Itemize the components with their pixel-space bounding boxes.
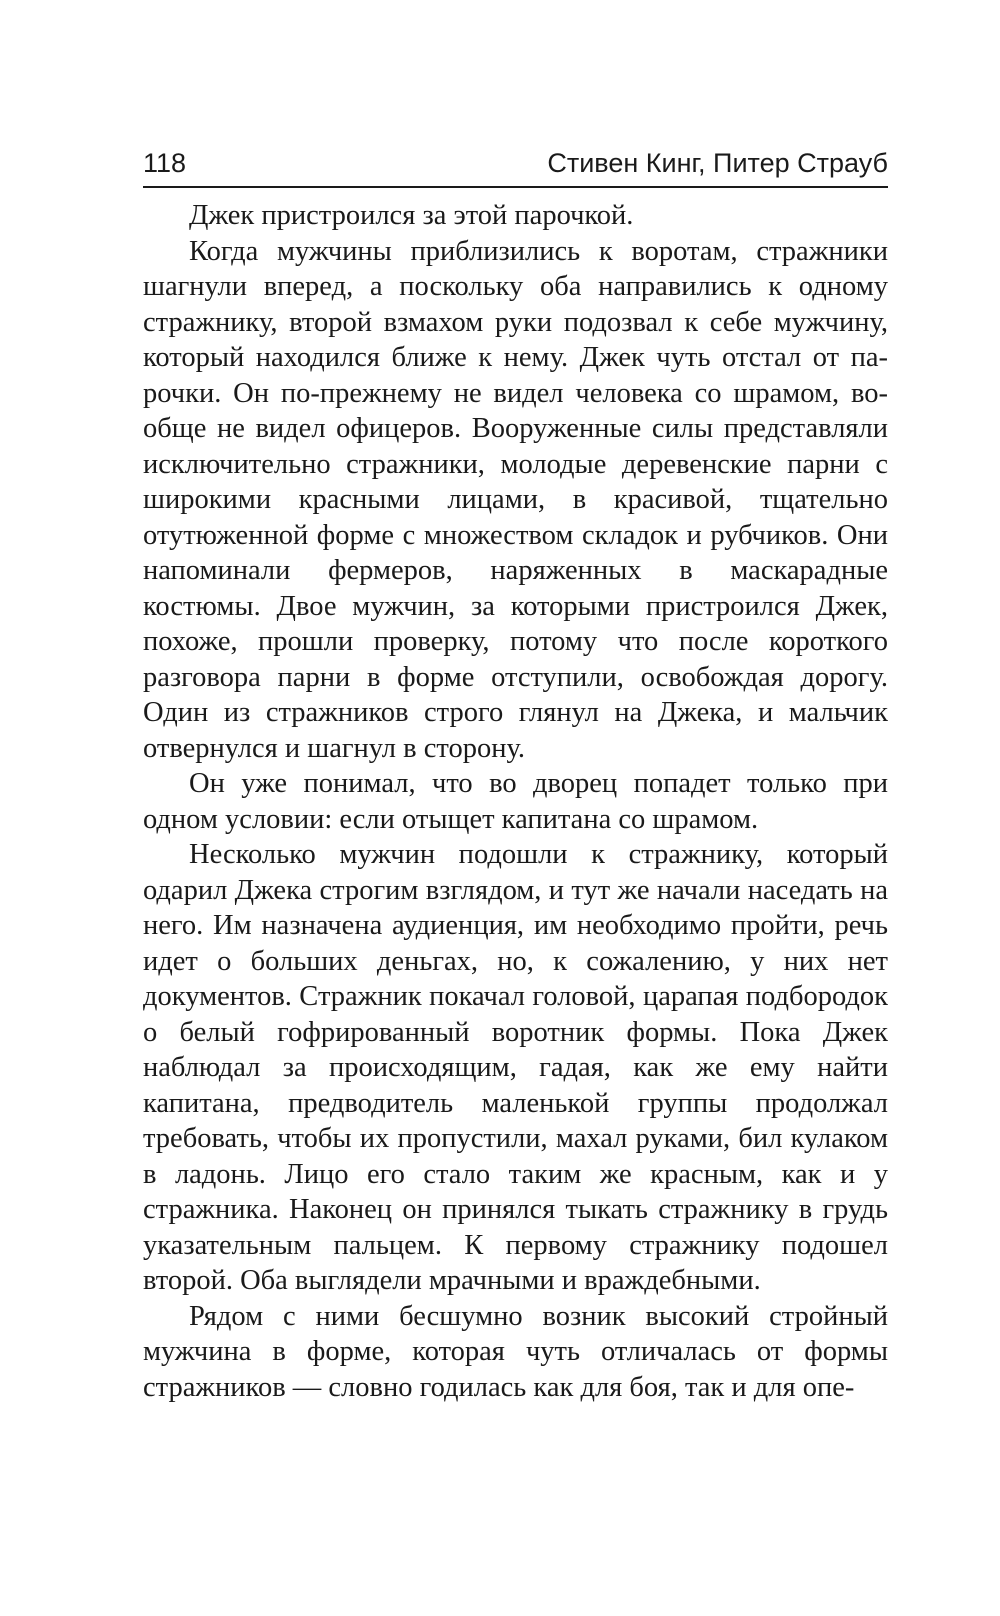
body-text (143, 198, 888, 1405)
running-head-authors: Стивен Кинг, Питер Страуб (547, 148, 888, 178)
page-number: 118 (143, 148, 187, 178)
running-head (143, 144, 888, 188)
paragraph: Он уже понимал, что во дворец попадет только при одном условии: если отыщет капитана со шрамом. (143, 768, 888, 835)
paragraph: Когда мужчины приблизились к воротам, стражники шагнули вперед, а поскольку оба направились к одному стражнику, второй взмахом руки подозвал к себе мужчину, который находился ближе к нему. Джек чуть отстал от парочки. Он по-прежнему не видел человека со шрамом, вообще не видел офицеров. Вооруженные силы представляли исключительно стражники, молодые деревенские парни с широкими красными лицами, в красивой, тщательно отутюженной форме с множеством складок и рубчиков. Они напоминали фермеров, наряженных в маскарадные костюмы. Двое мужчин, за которыми пристроился Джек, похоже, прошли проверку, потому что после короткого разговора парни в форме отступили, освобождая дорогу. Один из стражников строго глянул на Джека, и мальчик отвернулся и шагнул в сторону. (143, 235, 888, 764)
paragraph: Рядом с ними бесшумно возник высокий стройный мужчина в форме, которая чуть отличалась от формы стражников — словно годилась как для боя, так и для опе- (143, 1300, 888, 1403)
paragraph: Несколько мужчин подошли к стражнику, который одарил Джека строгим взглядом, и тут же начали наседать на него. Им назначена аудиенция, им необходимо пройти, речь идет о больших деньгах, но, к сожалению, у них нет документов. Стражник покачал головой, царапая подбородок о белый гофрированный воротник формы. Пока Джек наблюдал за происходящим, гадая, как же ему найти капитана, предводитель маленькой группы продолжал требовать, чтобы их пропустили, махал руками, бил кулаком в ладонь. Лицо его стало таким же красным, как и у стражника. Наконец он принялся тыкать стражнику в грудь указательным пальцем. К первому стражнику подошел второй. Оба выглядели мрачными и враждебными. (143, 839, 888, 1296)
paragraph: Джек пристроился за этой парочкой. (189, 200, 634, 231)
